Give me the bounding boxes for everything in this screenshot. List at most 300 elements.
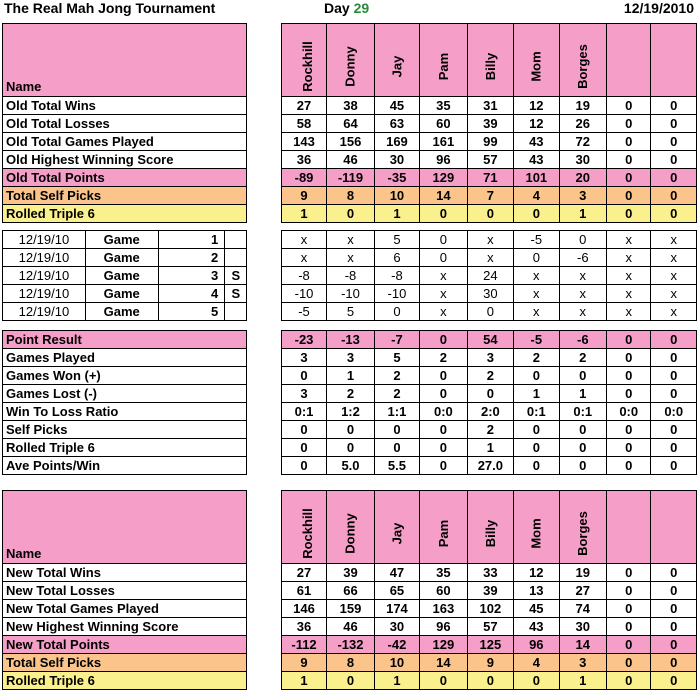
stat-value: 1 [467, 439, 513, 457]
stat-value: 0 [607, 187, 651, 205]
stat-value: 1 [559, 385, 606, 403]
stat-value: 0 [607, 439, 651, 457]
game-number: 3 [158, 267, 225, 285]
day-number: 29 [353, 0, 370, 16]
game-score: 24 [467, 267, 513, 285]
stat-value: 30 [559, 618, 606, 636]
stat-value: 38 [327, 97, 374, 115]
stat-value: 5.0 [327, 457, 374, 475]
stat-value: -42 [374, 636, 419, 654]
stat-value: 0 [327, 672, 374, 690]
stat-value: 54 [467, 331, 513, 349]
stat-value: 0 [281, 439, 326, 457]
stat-value: 0 [651, 133, 697, 151]
stat-value: 0 [514, 421, 559, 439]
stat-value: 3 [281, 349, 326, 367]
stat-value: 9 [281, 654, 326, 672]
stat-value: 0 [514, 367, 559, 385]
stat-value: 46 [327, 151, 374, 169]
game-score: x [559, 267, 606, 285]
stat-value: 0 [281, 457, 326, 475]
stat-value: 1 [281, 672, 326, 690]
stat-value: -5 [514, 331, 559, 349]
game-number: 4 [158, 285, 225, 303]
stat-value: 0 [420, 421, 467, 439]
stat-value: 0 [651, 636, 697, 654]
stat-value: 102 [467, 600, 513, 618]
game-date: 12/19/10 [3, 249, 86, 267]
stat-value: 0 [607, 331, 651, 349]
self-pick-flag: S [225, 267, 247, 285]
stat-value: 0 [420, 367, 467, 385]
stat-value: 0 [420, 385, 467, 403]
stat-value: 0 [607, 421, 651, 439]
stat-value: 31 [467, 97, 513, 115]
stat-value: 0:1 [514, 403, 559, 421]
game-score: 30 [467, 285, 513, 303]
stat-value: 129 [420, 636, 467, 654]
stat-value: 163 [420, 600, 467, 618]
stat-row [3, 564, 697, 582]
stat-value: 33 [467, 564, 513, 582]
stat-value: 60 [420, 582, 467, 600]
stat-value: 3 [281, 385, 326, 403]
stat-label: Self Picks [3, 421, 247, 439]
stat-label: Ave Points/Win [3, 457, 247, 475]
stat-value: 96 [420, 618, 467, 636]
player-header: Mom [514, 491, 559, 564]
player-header [651, 24, 697, 97]
stat-value: 0 [651, 457, 697, 475]
stat-value: 36 [281, 618, 326, 636]
stat-value: 39 [467, 115, 513, 133]
stat-value: 36 [281, 151, 326, 169]
stat-row [3, 169, 697, 187]
stat-value: 2 [467, 421, 513, 439]
stat-value: 8 [327, 654, 374, 672]
stat-value: -89 [281, 169, 326, 187]
stat-value: 58 [281, 115, 326, 133]
stat-value: 0 [607, 457, 651, 475]
game-score: x [514, 267, 559, 285]
game-date: 12/19/10 [3, 267, 86, 285]
game-score: -5 [281, 303, 326, 321]
stat-value: 2 [374, 367, 419, 385]
game-score: 0 [559, 231, 606, 249]
game-score: -8 [281, 267, 326, 285]
stat-value: 125 [467, 636, 513, 654]
game-score: x [607, 249, 651, 267]
stat-row [3, 636, 697, 654]
stat-value: 0 [651, 205, 697, 223]
stat-value: 0 [559, 421, 606, 439]
game-score: -10 [374, 285, 419, 303]
player-header-row [3, 24, 697, 97]
stat-value: 27 [281, 97, 326, 115]
game-score: -10 [327, 285, 374, 303]
stat-value: 169 [374, 133, 419, 151]
stat-value: 57 [467, 151, 513, 169]
player-header [607, 491, 651, 564]
game-score: x [467, 231, 513, 249]
stat-value: 0 [651, 97, 697, 115]
stat-value: 0 [607, 151, 651, 169]
game-label: Game [85, 249, 158, 267]
stat-value: 61 [281, 582, 326, 600]
stat-value: 5.5 [374, 457, 419, 475]
stat-label: New Total Wins [3, 564, 247, 582]
game-score: x [607, 267, 651, 285]
stat-value: 4 [514, 187, 559, 205]
stat-value: 1:2 [327, 403, 374, 421]
game-label: Game [85, 267, 158, 285]
stat-value: 39 [467, 582, 513, 600]
game-row [3, 285, 697, 303]
stat-row [3, 600, 697, 618]
stat-value: 161 [420, 133, 467, 151]
stat-value: 0 [514, 672, 559, 690]
stat-label: Games Lost (-) [3, 385, 247, 403]
stat-label: Win To Loss Ratio [3, 403, 247, 421]
stat-value: 27 [281, 564, 326, 582]
stat-value: 71 [467, 169, 513, 187]
stat-value: 2 [514, 349, 559, 367]
old-totals-table [2, 23, 697, 223]
stat-value: 0 [607, 564, 651, 582]
stat-value: 0 [607, 618, 651, 636]
stat-value: 0 [514, 457, 559, 475]
stat-value: 0 [467, 205, 513, 223]
player-header-row [3, 491, 697, 564]
game-score: x [559, 285, 606, 303]
player-header: Borges [559, 491, 606, 564]
stat-value: -112 [281, 636, 326, 654]
stat-value: 0 [651, 187, 697, 205]
stat-value: 143 [281, 133, 326, 151]
stat-label: Games Played [3, 349, 247, 367]
stat-row [3, 151, 697, 169]
player-header: Jay [374, 24, 419, 97]
stat-value: 0 [559, 367, 606, 385]
stat-label: Rolled Triple 6 [3, 205, 247, 223]
stat-row [3, 618, 697, 636]
game-row [3, 267, 697, 285]
game-score: 0 [467, 303, 513, 321]
stat-value: 3 [559, 187, 606, 205]
self-pick-flag: S [225, 285, 247, 303]
stat-value: 0 [514, 439, 559, 457]
stat-value: 0 [651, 115, 697, 133]
stat-value: 9 [281, 187, 326, 205]
stat-label: New Total Points [3, 636, 247, 654]
game-number: 2 [158, 249, 225, 267]
stat-value: 0 [651, 654, 697, 672]
stat-value: 0:0 [607, 403, 651, 421]
game-number: 1 [158, 231, 225, 249]
player-header: Pam [420, 491, 467, 564]
stat-value: 0 [651, 439, 697, 457]
stat-value: 3 [467, 349, 513, 367]
stat-value: 14 [420, 187, 467, 205]
stat-value: 96 [514, 636, 559, 654]
stat-value: 0 [651, 367, 697, 385]
game-score: 5 [374, 231, 419, 249]
stat-value: -6 [559, 331, 606, 349]
stat-value: 0 [559, 439, 606, 457]
stat-value: 39 [327, 564, 374, 582]
stat-value: 0 [651, 151, 697, 169]
game-score: x [607, 231, 651, 249]
stat-value: 0 [327, 205, 374, 223]
stat-label: New Highest Winning Score [3, 618, 247, 636]
stat-value: 0:1 [281, 403, 326, 421]
stat-label: Total Self Picks [3, 654, 247, 672]
stat-value: 0 [607, 97, 651, 115]
stat-value: 156 [327, 133, 374, 151]
stat-value: 30 [374, 618, 419, 636]
player-header: Rockhill [281, 491, 326, 564]
stat-value: 7 [467, 187, 513, 205]
stat-value: 43 [514, 133, 559, 151]
stat-label: Rolled Triple 6 [3, 439, 247, 457]
player-header: Billy [467, 24, 513, 97]
stat-value: 101 [514, 169, 559, 187]
stat-value: 0 [651, 600, 697, 618]
stat-value: 4 [514, 654, 559, 672]
game-score: x [651, 249, 697, 267]
stat-value: 43 [514, 618, 559, 636]
stat-label: Old Highest Winning Score [3, 151, 247, 169]
stat-row [3, 403, 697, 421]
stat-value: 0 [420, 672, 467, 690]
stat-row [3, 385, 697, 403]
stat-value: -23 [281, 331, 326, 349]
stat-value: 1 [374, 672, 419, 690]
stat-row [3, 654, 697, 672]
stat-value: 1 [374, 205, 419, 223]
game-date: 12/19/10 [3, 231, 86, 249]
player-header: Donny [327, 24, 374, 97]
stat-label: Old Total Games Played [3, 133, 247, 151]
player-header [607, 24, 651, 97]
game-score: x [420, 285, 467, 303]
game-date: 12/19/10 [3, 285, 86, 303]
game-score: x [420, 303, 467, 321]
player-header: Rockhill [281, 24, 326, 97]
stat-value: 174 [374, 600, 419, 618]
game-score: x [327, 231, 374, 249]
stat-row [3, 367, 697, 385]
stat-value: 0:0 [651, 403, 697, 421]
game-label: Game [85, 303, 158, 321]
stat-value: 2 [327, 385, 374, 403]
stat-value: 2 [467, 367, 513, 385]
stat-row [3, 672, 697, 690]
stat-value: 0 [651, 385, 697, 403]
game-score: -5 [514, 231, 559, 249]
game-date: 12/19/10 [3, 303, 86, 321]
stat-value: 20 [559, 169, 606, 187]
title-bar [0, 0, 700, 17]
stat-value: 1 [327, 367, 374, 385]
stat-value: 3 [559, 654, 606, 672]
stat-value: 27.0 [467, 457, 513, 475]
stat-label: Old Total Points [3, 169, 247, 187]
game-row [3, 231, 697, 249]
game-score: -10 [281, 285, 326, 303]
day-label: Day [324, 0, 350, 16]
stat-value: 45 [514, 600, 559, 618]
game-score: x [467, 249, 513, 267]
stat-value: 0 [651, 672, 697, 690]
game-score: x [281, 231, 326, 249]
stat-value: 46 [327, 618, 374, 636]
stat-value: 10 [374, 654, 419, 672]
player-header: Donny [327, 491, 374, 564]
stat-value: 9 [467, 654, 513, 672]
stat-value: 5 [374, 349, 419, 367]
stat-value: 0 [607, 582, 651, 600]
game-score: -8 [374, 267, 419, 285]
stat-row [3, 421, 697, 439]
game-label: Game [85, 231, 158, 249]
stat-value: 12 [514, 115, 559, 133]
stat-value: 129 [420, 169, 467, 187]
game-label: Game [85, 285, 158, 303]
stat-label: Rolled Triple 6 [3, 672, 247, 690]
stat-value: 0:1 [559, 403, 606, 421]
game-score: 5 [327, 303, 374, 321]
stat-value: 0 [607, 654, 651, 672]
stat-value: 0 [607, 115, 651, 133]
stat-value: 47 [374, 564, 419, 582]
game-score: x [651, 267, 697, 285]
stat-value: 8 [327, 187, 374, 205]
stat-value: 2:0 [467, 403, 513, 421]
stat-value: 0 [607, 133, 651, 151]
stat-value: 30 [559, 151, 606, 169]
stat-value: 0 [374, 439, 419, 457]
game-number: 5 [158, 303, 225, 321]
stat-label: Games Won (+) [3, 367, 247, 385]
game-score: 0 [420, 231, 467, 249]
player-header: Borges [559, 24, 606, 97]
stat-value: 1 [559, 205, 606, 223]
stat-value: 2 [374, 385, 419, 403]
stat-value: 0 [327, 439, 374, 457]
stat-row [3, 331, 697, 349]
stat-value: 1:1 [374, 403, 419, 421]
stat-value: 0 [607, 349, 651, 367]
stat-value: 35 [420, 564, 467, 582]
stat-row [3, 205, 697, 223]
stat-value: 0 [467, 385, 513, 403]
stat-value: 0 [607, 385, 651, 403]
stat-row [3, 457, 697, 475]
name-header: Name [3, 491, 247, 564]
stat-value: 0 [374, 421, 419, 439]
game-score: -6 [559, 249, 606, 267]
game-score: x [651, 303, 697, 321]
stat-value: 0 [651, 421, 697, 439]
stat-row [3, 115, 697, 133]
stat-row [3, 349, 697, 367]
stat-row [3, 187, 697, 205]
self-pick-flag [225, 303, 247, 321]
stat-value: -35 [374, 169, 419, 187]
game-score: 0 [374, 303, 419, 321]
name-header: Name [3, 24, 247, 97]
stat-value: 0 [420, 457, 467, 475]
stat-value: 72 [559, 133, 606, 151]
stat-value: 19 [559, 564, 606, 582]
stat-value: 1 [559, 672, 606, 690]
stat-value: 64 [327, 115, 374, 133]
day-indicator [324, 0, 524, 17]
stat-value: 0 [514, 205, 559, 223]
stat-label: New Total Losses [3, 582, 247, 600]
player-header [651, 491, 697, 564]
stat-value: 43 [514, 151, 559, 169]
stat-value: 0 [651, 618, 697, 636]
game-row [3, 303, 697, 321]
game-score: 0 [420, 249, 467, 267]
game-score: x [514, 303, 559, 321]
stat-value: 0 [281, 367, 326, 385]
player-header: Pam [420, 24, 467, 97]
stat-value: 0 [651, 564, 697, 582]
games-table [2, 230, 697, 321]
stat-label: Old Total Losses [3, 115, 247, 133]
stat-row [3, 582, 697, 600]
stat-value: 0 [607, 672, 651, 690]
stat-value: 14 [420, 654, 467, 672]
game-score: 0 [514, 249, 559, 267]
stat-value: 45 [374, 97, 419, 115]
stat-row [3, 439, 697, 457]
stat-value: 63 [374, 115, 419, 133]
stat-value: -7 [374, 331, 419, 349]
game-score: 6 [374, 249, 419, 267]
stat-value: 0 [327, 421, 374, 439]
stat-value: 27 [559, 582, 606, 600]
stat-value: 3 [327, 349, 374, 367]
stat-value: 19 [559, 97, 606, 115]
game-score: x [420, 267, 467, 285]
stat-label: New Total Games Played [3, 600, 247, 618]
stat-value: 65 [374, 582, 419, 600]
stat-value: 0 [420, 331, 467, 349]
player-header: Billy [467, 491, 513, 564]
stat-value: -119 [327, 169, 374, 187]
stat-label: Point Result [3, 331, 247, 349]
stat-value: 12 [514, 97, 559, 115]
game-score: x [327, 249, 374, 267]
stat-value: 0 [420, 439, 467, 457]
stat-value: 0 [420, 205, 467, 223]
stat-value: 99 [467, 133, 513, 151]
stat-row [3, 97, 697, 115]
stat-value: 66 [327, 582, 374, 600]
stat-value: 0 [281, 421, 326, 439]
game-score: x [651, 285, 697, 303]
stat-value: 1 [281, 205, 326, 223]
player-header: Jay [374, 491, 419, 564]
stat-value: -13 [327, 331, 374, 349]
stat-value: 26 [559, 115, 606, 133]
day-results-table [2, 330, 697, 475]
stat-value: 0 [559, 457, 606, 475]
